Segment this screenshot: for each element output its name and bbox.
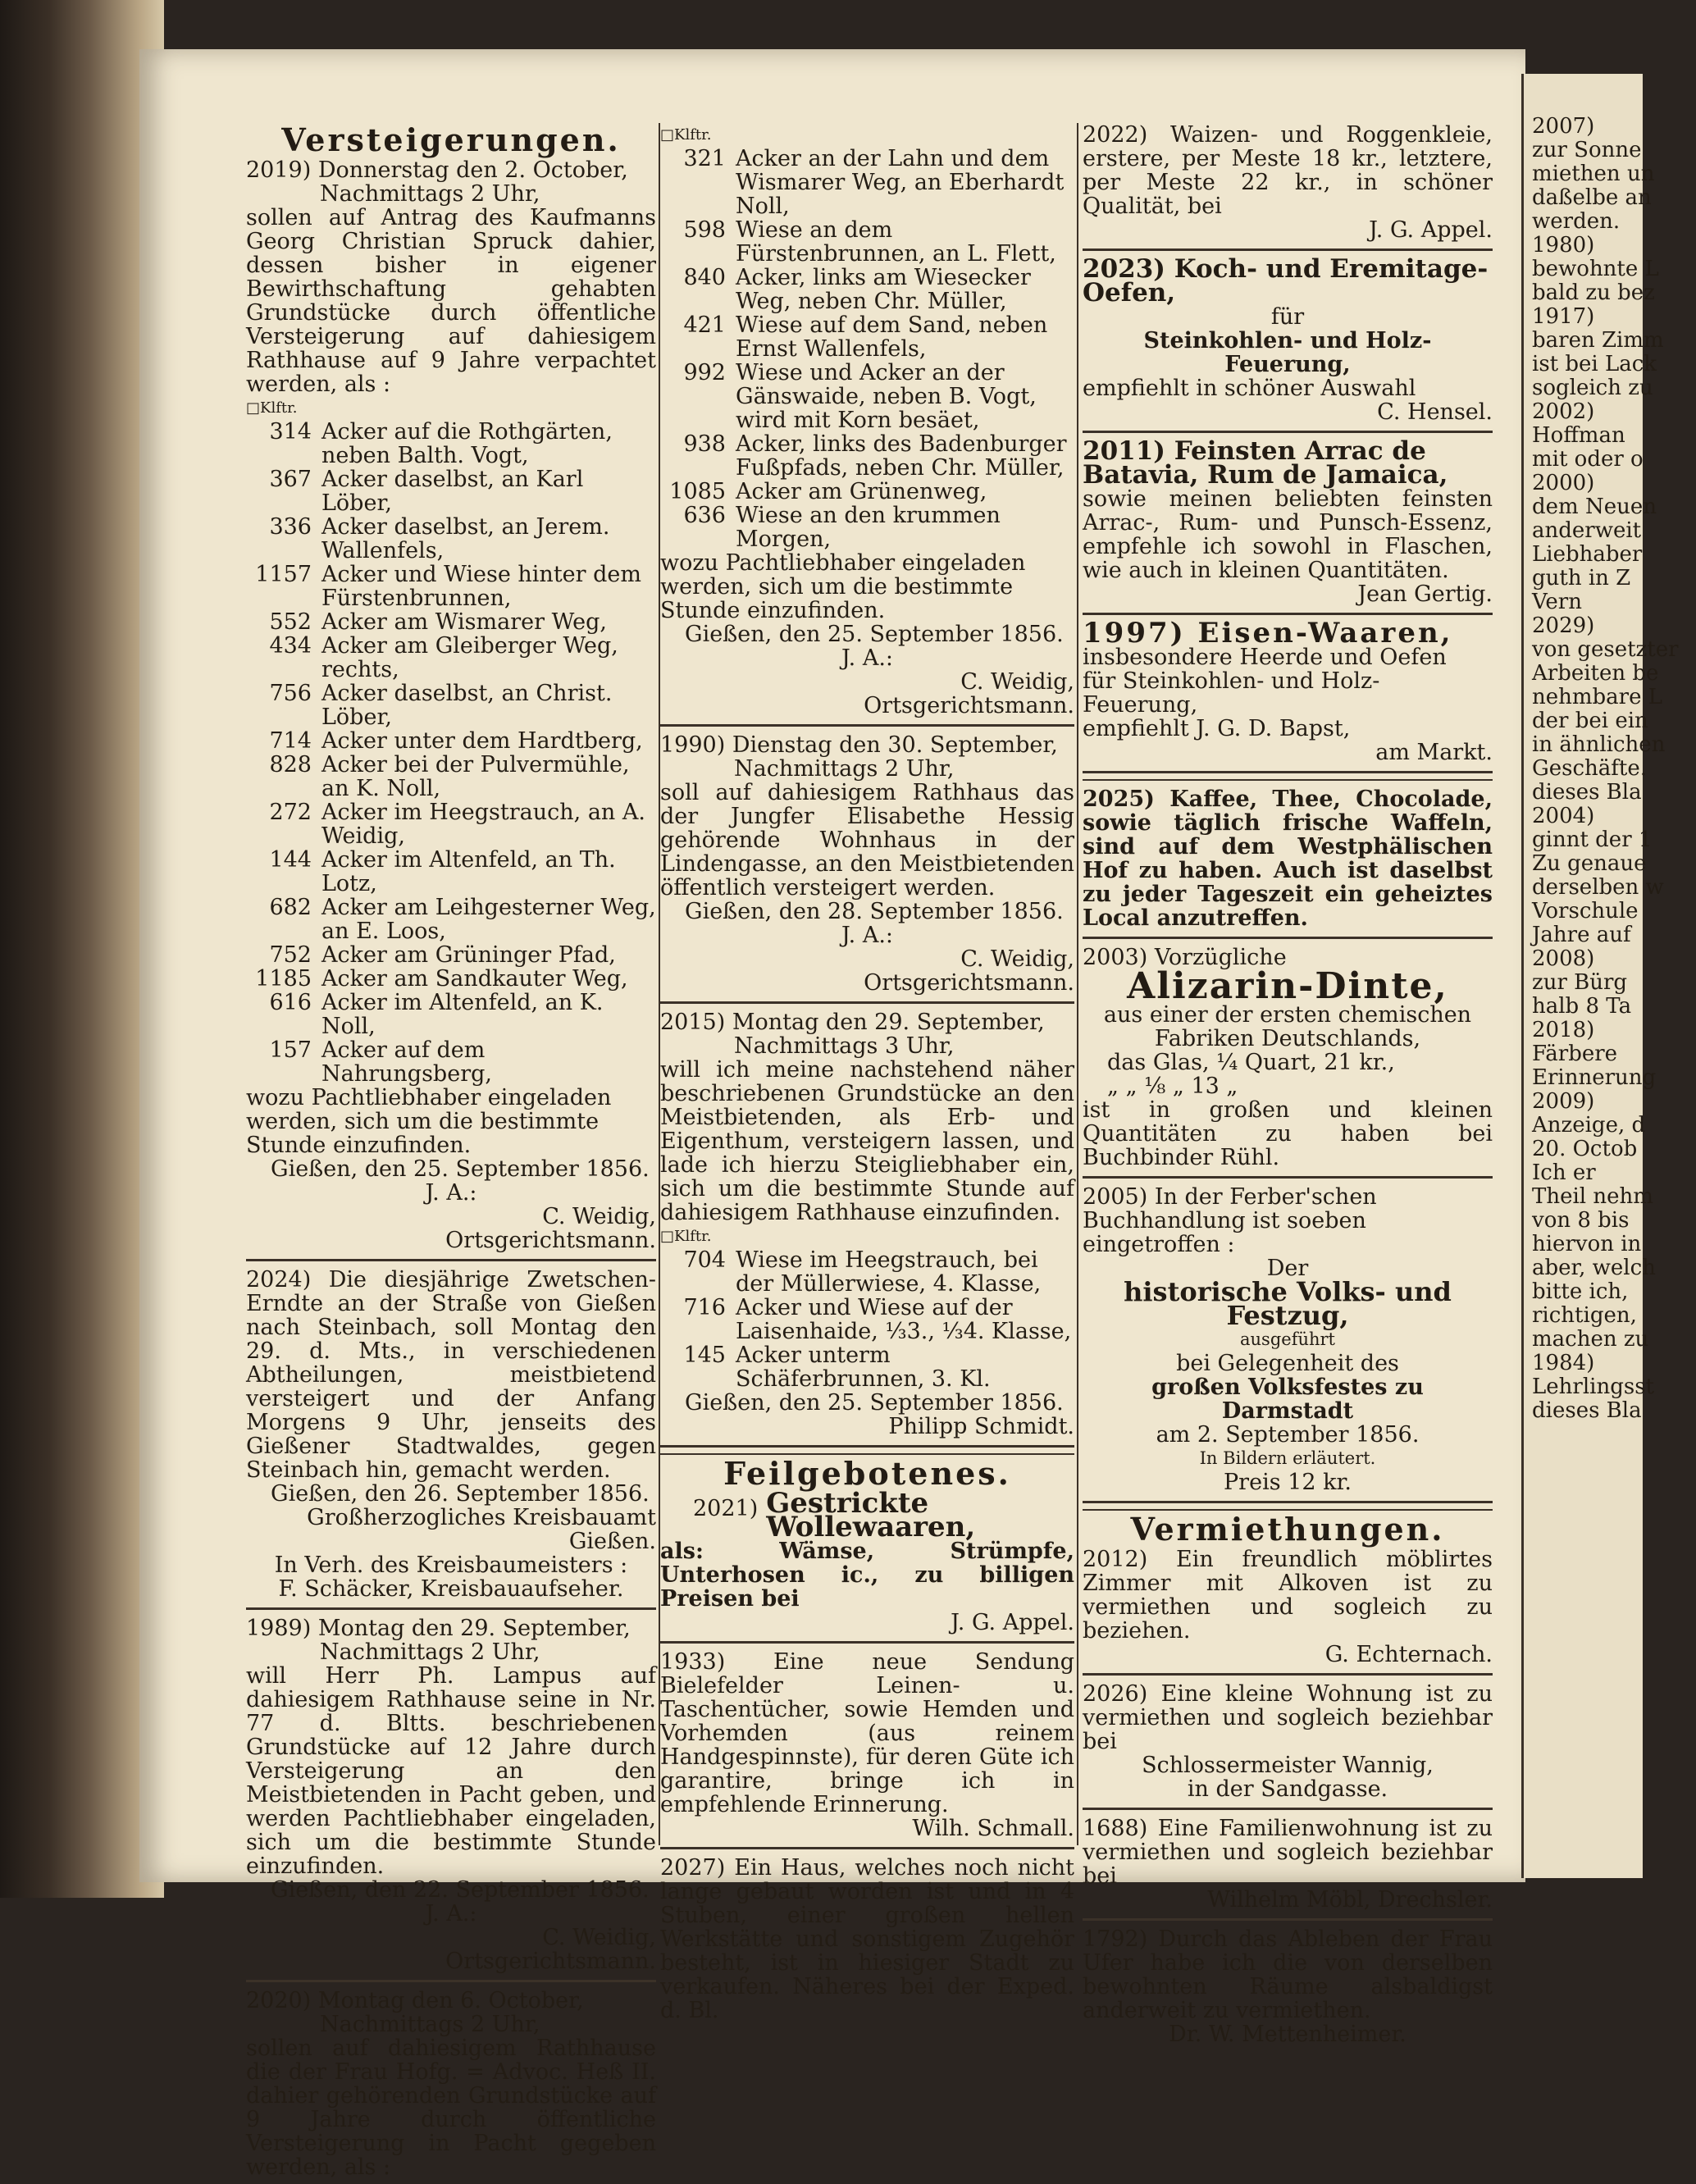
next-page-line: halb 8 Ta [1532, 994, 1632, 1019]
parcel-row [246, 467, 656, 515]
ad-title: Alizarin-Dinte, [1127, 965, 1448, 1007]
ad-body: empfiehlt in schöner Auswahl [1083, 376, 1416, 401]
ad-date: Gießen, den 25. September 1856. [271, 1156, 650, 1182]
ad-2019 [246, 158, 656, 1252]
parcel-list [246, 420, 656, 1086]
parcel-size: 421 [683, 312, 726, 338]
ad-tail: wozu Pachtliebhaber eingeladen werden, sich um die bestimmte Stunde einzufinden. [246, 1085, 612, 1158]
parcel-description: Acker am Sandkauter Weg, [321, 966, 628, 992]
parcel-list [660, 1248, 1074, 1391]
next-page-line: richtigen, [1532, 1303, 1637, 1328]
ad-body: will Herr Ph. Lampus auf dahiesigem Rathhause seine in Nr. 77 d. Bltts. beschriebenen Grundstücke auf 12 Jahre durch Versteigerung an den Meistbietenden in Pacht geben, und werden Pachtliebhaber eingeladen, sich um die bestimmte Stunde einzufinden. [246, 1663, 656, 1879]
parcel-row [660, 480, 1074, 504]
parcel-row [246, 682, 656, 729]
next-page-line: dem Neuen [1532, 495, 1657, 519]
signature: Ortsgerichtsmann. [864, 693, 1074, 718]
ad-2022 [1083, 123, 1493, 242]
next-page-line: von 8 bis [1532, 1208, 1630, 1233]
divider [1083, 1501, 1493, 1511]
signature: J. G. Appel. [951, 1610, 1074, 1635]
parcel-description: Acker am Wismarer Weg, [321, 609, 607, 635]
ad-head: 1990) Dienstag den 30. September, [660, 732, 1058, 758]
unit-label: □Klftr. [660, 1228, 712, 1245]
divider [1083, 1673, 1493, 1676]
ad-body: 2024) Die diesjährige Zwetschen-Erndte an der Straße von Gießen nach Steinbach, soll Montag den 29. d. Mts., in verschiedenen Abtheilungen, meistbietend versteigert und der Anfang Morgens 9 Uhr, jenseits des Gießener Stadtwaldes, gegen Steinbach hin, gemacht werden. [246, 1267, 656, 1483]
parcel-size: 321 [683, 146, 726, 171]
ad-body: 1933) Eine neue Sendung Bielefelder Leinen- u. Taschentücher, sowie Hemden und Vorhemden (aus reinem Handgespinnste), für deren Güte ich garantire, bringe ich in empfehlende Erinnerung. [660, 1649, 1074, 1817]
ad-time: Nachmittags 2 Uhr, [320, 1639, 540, 1665]
ad-title: historische Volks- und Festzug, [1124, 1276, 1452, 1331]
parcel-size: 1157 [255, 562, 312, 587]
ad-line: empfiehlt J. G. D. Bapst, [1083, 716, 1351, 741]
next-page-line: Jahre auf [1532, 923, 1631, 947]
ad-2005 [1083, 1185, 1493, 1494]
signature: Ortsgerichtsmann. [445, 1949, 656, 1974]
next-page-line: aber, welch [1532, 1256, 1656, 1280]
ad-2011 [1083, 436, 1493, 607]
parcel-description: Wiese im Heegstrauch, bei der Müllerwiese, 4. Klasse, [736, 1247, 1042, 1297]
section-heading: Vermiethungen. [1130, 1511, 1445, 1548]
signature: J. A.: [425, 1901, 477, 1926]
next-page-line: 1980) [1532, 233, 1595, 258]
ad-body: als: Wämse, Strümpfe, Unterhosen ic., zu billigen Preisen bei [660, 1539, 1074, 1612]
parcel-size: 704 [683, 1247, 726, 1273]
parcel-row [246, 634, 656, 682]
ad-time: Nachmittags 2 Uhr, [320, 2012, 540, 2037]
ad-date: Gießen, den 22. September 1856. [271, 1877, 650, 1903]
signature: Philipp Schmidt. [888, 1414, 1074, 1439]
ad-2026 [1083, 1682, 1493, 1801]
next-page-line: Arbeiten be [1532, 661, 1659, 686]
next-page-line: sogleich zu [1532, 376, 1653, 400]
parcel-description: Acker unter dem Hardtberg, [321, 728, 643, 754]
ad-line: am 2. September 1856. [1156, 1422, 1420, 1448]
parcel-description: Acker im Altenfeld, an Th. Lotz, [321, 847, 616, 896]
divider [1083, 248, 1493, 251]
ad-body: sowie meinen beliebten feinsten Arrac-, Rum- und Punsch-Essenz, empfehle ich sowohl in Flaschen, wie auch in kleinen Quantitäten. [1083, 486, 1493, 583]
parcel-row [246, 800, 656, 848]
parcel-row [660, 266, 1074, 313]
parcel-row [660, 432, 1074, 480]
divider [660, 724, 1074, 727]
ad-body: sollen auf Antrag des Kaufmanns Georg Christian Spruck dahier, dessen bisher in eigener Bewirthschaftung gehabten Grundstücke durch öffentliche Versteigerung auf dahiesigem Rathhause auf 9 Jahre verpachtet werden, als : [246, 205, 656, 397]
next-page-line: Lehrlingsst [1532, 1375, 1654, 1399]
next-page-line: in ähnlichen [1532, 732, 1666, 757]
signature: Wilh. Schmall. [912, 1816, 1074, 1841]
column-3 [1083, 123, 1493, 2051]
column-rule [1077, 123, 1078, 1845]
divider [246, 1607, 656, 1610]
signature: Ortsgerichtsmann. [445, 1228, 656, 1253]
next-page-text [1532, 115, 1696, 1423]
divider [1083, 1808, 1493, 1810]
signature: Schlossermeister Wannig, [1142, 1753, 1434, 1778]
next-page-line: baren Zimm [1532, 328, 1664, 353]
newspaper-page [139, 49, 1525, 2180]
parcel-row [660, 504, 1074, 551]
ad-date: Gießen, den 25. September 1856. [685, 622, 1064, 647]
parcel-size: 616 [269, 990, 312, 1015]
next-page-edge [1521, 74, 1679, 1878]
parcel-row [660, 1248, 1074, 1296]
ad-head: 2011) Feinsten Arrac de Batavia, Rum de Jamaica, [1083, 436, 1448, 490]
signature: J. A.: [425, 1180, 477, 1206]
ad-line: insbesondere Heerde und Oefen [1083, 645, 1447, 670]
signature: Dr. W. Mettenheimer. [1169, 2022, 1406, 2047]
ad-2025 [1083, 787, 1493, 930]
parcel-description: Acker im Heegstrauch, an A. Weidig, [321, 800, 645, 849]
next-page-line: dieses Bla [1532, 1398, 1642, 1423]
divider [1083, 1918, 1493, 1921]
ad-body: sollen auf dahiesigem Rathhause die der Frau Hofg. = Advoc. Heß II. dahier gehörenden Grundstücke auf 9 Jahre durch öffentliche Versteigerung in Pacht gegeben werden, als : [246, 2036, 656, 2180]
ad-head: 1989) Montag den 29. September, [246, 1616, 631, 1641]
ad-2021 [660, 1487, 1074, 1635]
parcel-description: Acker daselbst, an Karl Löber, [321, 467, 584, 516]
next-page-line: Geschäfte. [1532, 756, 1648, 781]
ad-tail: wozu Pachtliebhaber eingeladen werden, sich um die bestimmte Stunde einzufinden. [660, 550, 1026, 623]
ad-2020 [246, 1989, 656, 2179]
ad-body: 1792) Durch das Ableben der Frau Ufer habe ich die von derselben bewohnten Räume alsbaldigst anderweit zu vermiethen. [1083, 1926, 1493, 2023]
ad-price: Preis 12 kr. [1224, 1470, 1352, 1495]
ad-head-row [660, 1487, 1074, 1543]
ad-head: 2003) Vorzügliche [1083, 945, 1287, 970]
parcel-row [246, 967, 656, 991]
divider [246, 1259, 656, 1261]
ad-line: für Steinkohlen- und Holz-Feuerung, [1083, 668, 1380, 718]
parcel-description: Acker am Gleiberger Weg, rechts, [321, 633, 618, 682]
next-page-line: 20. Octob [1532, 1137, 1638, 1161]
next-page-line: 2008) [1532, 946, 1595, 971]
ad-line: Der [1266, 1256, 1309, 1281]
next-page-line: 1917) [1532, 304, 1595, 329]
parcel-description: Wiese auf dem Sand, neben Ernst Wallenfels, [736, 312, 1048, 362]
next-page-line: Vern [1532, 590, 1582, 614]
parcel-description: Acker auf die Rothgärten, neben Balth. Vogt, [321, 419, 613, 468]
next-page-line: 1984) [1532, 1351, 1595, 1375]
ad-head: 2019) Donnerstag den 2. October, [246, 157, 628, 183]
ad-head: 1997) Eisen-Waaren, [1083, 617, 1453, 650]
signature: Ortsgerichtsmann. [864, 970, 1074, 996]
next-page-line: Färbere [1532, 1042, 1618, 1066]
ad-title: Gestrickte Wollewaaren, [766, 1487, 976, 1543]
next-page-line: Anzeige, d [1532, 1113, 1646, 1138]
ad-line: für [1270, 304, 1305, 330]
ad-body: 2027) Ein Haus, welches noch nicht lange gebaut worden ist und in 4 Stuben, einer großen hellen Werkstätte und sonstigem Zugehör besteht, ist in hiesiger Stadt zu verkaufen. Näheres bei der Exped. d. Bl. [660, 1855, 1074, 2023]
parcel-row [246, 563, 656, 610]
next-page-line: bald zu bez [1532, 280, 1655, 305]
parcel-size: 756 [269, 681, 312, 706]
parcel-description: Acker an der Lahn und dem Wismarer Weg, an Eberhardt Noll, [736, 146, 1065, 219]
signature: C. Weidig, [960, 946, 1074, 972]
parcel-size: 598 [683, 217, 726, 243]
signature: F. Schäcker, Kreisbauaufseher. [278, 1576, 624, 1602]
signature: J. A.: [841, 923, 894, 948]
ad-head: 2023) Koch- und Eremitage-Oefen, [1083, 254, 1489, 308]
next-page-line: 2009) [1532, 1089, 1595, 1114]
parcel-size: 992 [683, 360, 726, 385]
parcel-size: 434 [269, 633, 312, 659]
signature: Großherzogliches Kreisbauamt Gießen. [307, 1505, 656, 1554]
ad-line: am Markt. [1375, 740, 1493, 765]
parcel-size: 145 [683, 1343, 726, 1368]
ad-1989 [246, 1616, 656, 1973]
ad-line: das Glas, ¼ Quart, 21 kr., [1107, 1050, 1395, 1075]
signature: J. A.: [841, 645, 894, 671]
ad-1688 [1083, 1817, 1493, 1912]
ad-line: In Bildern erläutert. [1199, 1448, 1376, 1468]
next-page-line: miethen un [1532, 162, 1655, 186]
parcel-row [660, 147, 1074, 218]
next-page-line: anderweit [1532, 518, 1642, 543]
next-page-line: dieses Bla [1532, 780, 1642, 805]
signature: Jean Gertig. [1357, 581, 1493, 607]
parcel-row [246, 753, 656, 800]
next-page-line: von gesetzter [1532, 637, 1679, 662]
parcel-description: Acker daselbst, an Jerem. Wallenfels, [321, 514, 610, 563]
parcel-description: Acker auf dem Nahrungsberg, [321, 1037, 492, 1087]
ad-2024 [246, 1268, 656, 1601]
divider [1083, 937, 1493, 939]
column-2 [660, 123, 1074, 2027]
parcel-description: Acker am Leihgesterner Weg, an E. Loos, [321, 895, 656, 944]
next-page-line: bewohnte L [1532, 257, 1659, 281]
unit-label: □Klftr. [660, 126, 712, 144]
next-page-line: ginnt der 1 [1532, 828, 1653, 852]
parcel-size: 1085 [669, 479, 726, 504]
signature: C. Weidig, [542, 1204, 656, 1229]
parcel-row [246, 896, 656, 943]
parcel-size: 636 [683, 503, 726, 528]
ad-2023 [1083, 254, 1493, 425]
next-page-line: guth in Z [1532, 566, 1631, 590]
ad-line: Steinkohlen- und Holz-Feuerung, [1143, 328, 1432, 377]
next-page-line: zur Sonne [1532, 138, 1642, 162]
parcel-row [246, 943, 656, 967]
next-page-line: zur Bürg [1532, 970, 1628, 995]
ad-line: aus einer der ersten chemischen Fabriken Deutschlands, [1103, 1002, 1472, 1051]
ad-line: ist in großen und kleinen Quantitäten zu haben bei Buchbinder Rühl. [1083, 1097, 1493, 1170]
signature: In Verh. des Kreisbaumeisters : [274, 1553, 628, 1578]
parcel-size: 938 [683, 431, 726, 457]
ad-body: 2025) Kaffee, Thee, Chocolade, sowie täglich frische Waffeln, sind auf dem Westphälischen Hof zu haben. Auch ist daselbst zu jeder Tageszeit ein geheiztes Local anzutreffen. [1083, 787, 1493, 931]
ad-head: 2005) In der Ferber'schen Buchhandlung ist soeben eingetroffen : [1083, 1184, 1377, 1257]
parcel-row [246, 1038, 656, 1086]
ad-2027 [660, 1856, 1074, 2022]
ad-number: 2021) [693, 1496, 759, 1521]
parcel-description: Acker und Wiese auf der Laisenhaide, ⅓3., ⅓4. Klasse, [736, 1295, 1072, 1344]
next-page-line: 2000) [1532, 471, 1595, 495]
divider [660, 1445, 1074, 1455]
parcel-description: Wiese an den krummen Morgen, [736, 503, 1001, 552]
signature: C. Weidig, [542, 1925, 656, 1950]
divider [660, 1847, 1074, 1849]
ad-2003 [1083, 946, 1493, 1170]
parcel-list [660, 147, 1074, 551]
next-page-line: werden. [1532, 209, 1621, 234]
divider [1083, 1176, 1493, 1179]
parcel-size: 1185 [255, 966, 312, 992]
ad-body: 1688) Eine Familienwohnung ist zu vermiethen und sogleich beziehbar bei [1083, 1816, 1493, 1889]
signature: Wilhelm Möbl, Drechsler. [1207, 1887, 1493, 1913]
parcel-size: 272 [269, 800, 312, 825]
ad-line: bei Gelegenheit des [1176, 1351, 1399, 1376]
parcel-row [660, 361, 1074, 432]
next-page-line: Vorschule [1532, 899, 1639, 923]
ad-line: „ „ ⅛ „ 13 „ [1107, 1074, 1238, 1099]
ad-body: 2012) Ein freundlich möblirtes Zimmer mit Alkoven ist zu vermiethen und sogleich zu beziehen. [1083, 1547, 1493, 1644]
next-page-line: 2004) [1532, 804, 1595, 828]
parcel-row [246, 420, 656, 467]
next-page-line: machen zu [1532, 1327, 1649, 1352]
parcel-description: Acker bei der Pulvermühle, an K. Noll, [321, 752, 630, 801]
parcel-size: 144 [269, 847, 312, 873]
ad-date: Gießen, den 26. September 1856. [271, 1481, 650, 1507]
divider [1083, 431, 1493, 433]
next-page-line: Hoffman [1532, 423, 1625, 448]
parcel-row [660, 1296, 1074, 1343]
parcel-row [246, 515, 656, 563]
ad-head: 2020) Montag den 6. October, [246, 1988, 584, 2013]
divider [660, 1001, 1074, 1004]
parcel-size: 157 [269, 1037, 312, 1063]
parcel-size: 336 [269, 514, 312, 540]
parcel-description: Acker im Altenfeld, an K. Noll, [321, 990, 604, 1039]
divider [660, 1641, 1074, 1644]
next-page-line: hiervon in [1532, 1232, 1642, 1256]
signature: C. Hensel. [1377, 399, 1493, 425]
parcel-size: 367 [269, 467, 312, 492]
ad-1792 [1083, 1927, 1493, 2046]
parcel-row [246, 729, 656, 753]
section-heading: Versteigerungen. [281, 121, 621, 158]
ad-line: ausgeführt [1240, 1329, 1335, 1349]
parcel-description: Acker am Grüninger Pfad, [321, 942, 616, 968]
signature: J. G. Appel. [1369, 217, 1493, 243]
parcel-size: 840 [683, 265, 726, 290]
next-page-line: 2002) [1532, 399, 1595, 424]
signature: C. Weidig, [960, 669, 1074, 695]
parcel-description: Acker unterm Schäferbrunnen, 3. Kl. [736, 1343, 991, 1392]
ad-line: großen Volksfestes zu Darmstadt [1151, 1375, 1424, 1424]
ad-1997 [1083, 617, 1493, 765]
ad-1990 [660, 733, 1074, 995]
next-page-line: der bei ein [1532, 709, 1648, 733]
ad-2012 [1083, 1548, 1493, 1666]
next-page-line: Theil nehm [1532, 1184, 1653, 1209]
parcel-description: Acker, links am Wiesecker Weg, neben Chr. Müller, [736, 265, 1031, 314]
parcel-description: Acker am Grünenweg, [736, 479, 987, 504]
parcel-size: 314 [269, 419, 312, 445]
divider [1083, 771, 1493, 781]
ad-2015 [660, 1010, 1074, 1439]
ad-body: 2022) Waizen- und Roggenkleie, erstere, per Meste 18 kr., letztere, per Meste 22 kr., in schöner Qualität, bei [1083, 122, 1493, 219]
ad-1933 [660, 1650, 1074, 1840]
divider [1083, 613, 1493, 615]
ad-time: Nachmittags 2 Uhr, [320, 181, 540, 207]
next-page-line: Zu genaue [1532, 851, 1647, 876]
ad-body: will ich meine nachstehend näher beschriebenen Grundstücke an den Meistbietenden, als Erb- und Eigenthum, versteigern lassen, und lade ich hierzu Steigliebhaber ein, sich um die bestimmte Stunde auf dahiesigem Rathhause einzufinden. [660, 1057, 1074, 1225]
parcel-description: Acker daselbst, an Christ. Löber, [321, 681, 613, 730]
ad-time: Nachmittags 3 Uhr, [734, 1033, 955, 1059]
ad-time: Nachmittags 2 Uhr, [734, 756, 955, 782]
ad-body: 2026) Eine kleine Wohnung ist zu vermiethen und sogleich beziehbar bei [1083, 1681, 1493, 1754]
next-page-line: Ich er [1532, 1160, 1596, 1185]
parcel-description: Acker und Wiese hinter dem Fürstenbrunnen, [321, 562, 641, 611]
parcel-size: 682 [269, 895, 312, 920]
next-page-line: daßelbe an [1532, 185, 1652, 210]
parcel-description: Wiese und Acker an der Gänswaide, neben B. Vogt, wird mit Korn besäet, [736, 360, 1037, 433]
signature: in der Sandgasse. [1187, 1776, 1388, 1802]
parcel-size: 752 [269, 942, 312, 968]
next-page-line: ist bei Lack [1532, 352, 1657, 376]
next-page-line: bitte ich, [1532, 1279, 1629, 1304]
ad-head: 2015) Montag den 29. September, [660, 1010, 1045, 1035]
next-page-line: Liebhaber [1532, 542, 1643, 567]
signature: G. Echternach. [1324, 1642, 1493, 1667]
next-page-line: 2007) [1532, 114, 1595, 139]
parcel-size: 714 [269, 728, 312, 754]
parcel-row [660, 1343, 1074, 1391]
ad-body: soll auf dahiesigem Rathhaus das der Jungfer Elisabethe Hessig gehörende Wohnhaus in der Lindengasse, an den Meistbietenden öffentlich versteigert werden. [660, 780, 1074, 901]
next-page-line: Erinnerung [1532, 1065, 1657, 1090]
next-page-line: mit oder o [1532, 447, 1644, 472]
parcel-row [660, 218, 1074, 266]
divider [246, 1980, 656, 1982]
parcel-size: 552 [269, 609, 312, 635]
next-page-line: nehmbare L [1532, 685, 1663, 709]
section-heading: Feilgebotenes. [723, 1455, 1011, 1492]
parcel-row [246, 610, 656, 634]
parcel-row [660, 313, 1074, 361]
next-page-line: derselben w [1532, 875, 1664, 900]
parcel-description: Wiese an dem Fürstenbrunnen, an L. Flett, [736, 217, 1056, 267]
parcel-row [246, 991, 656, 1038]
parcel-description: Acker, links des Badenburger Fußpfads, neben Chr. Müller, [736, 431, 1067, 481]
ad-date: Gießen, den 28. September 1856. [685, 899, 1064, 924]
next-page-line: 2018) [1532, 1018, 1595, 1042]
parcel-size: 828 [269, 752, 312, 777]
unit-label: □Klftr. [246, 399, 298, 417]
parcel-row [246, 848, 656, 896]
column-1 [246, 123, 656, 2184]
ad-date: Gießen, den 25. September 1856. [685, 1390, 1064, 1416]
parcel-size: 716 [683, 1295, 726, 1320]
next-page-line: 2029) [1532, 613, 1595, 638]
